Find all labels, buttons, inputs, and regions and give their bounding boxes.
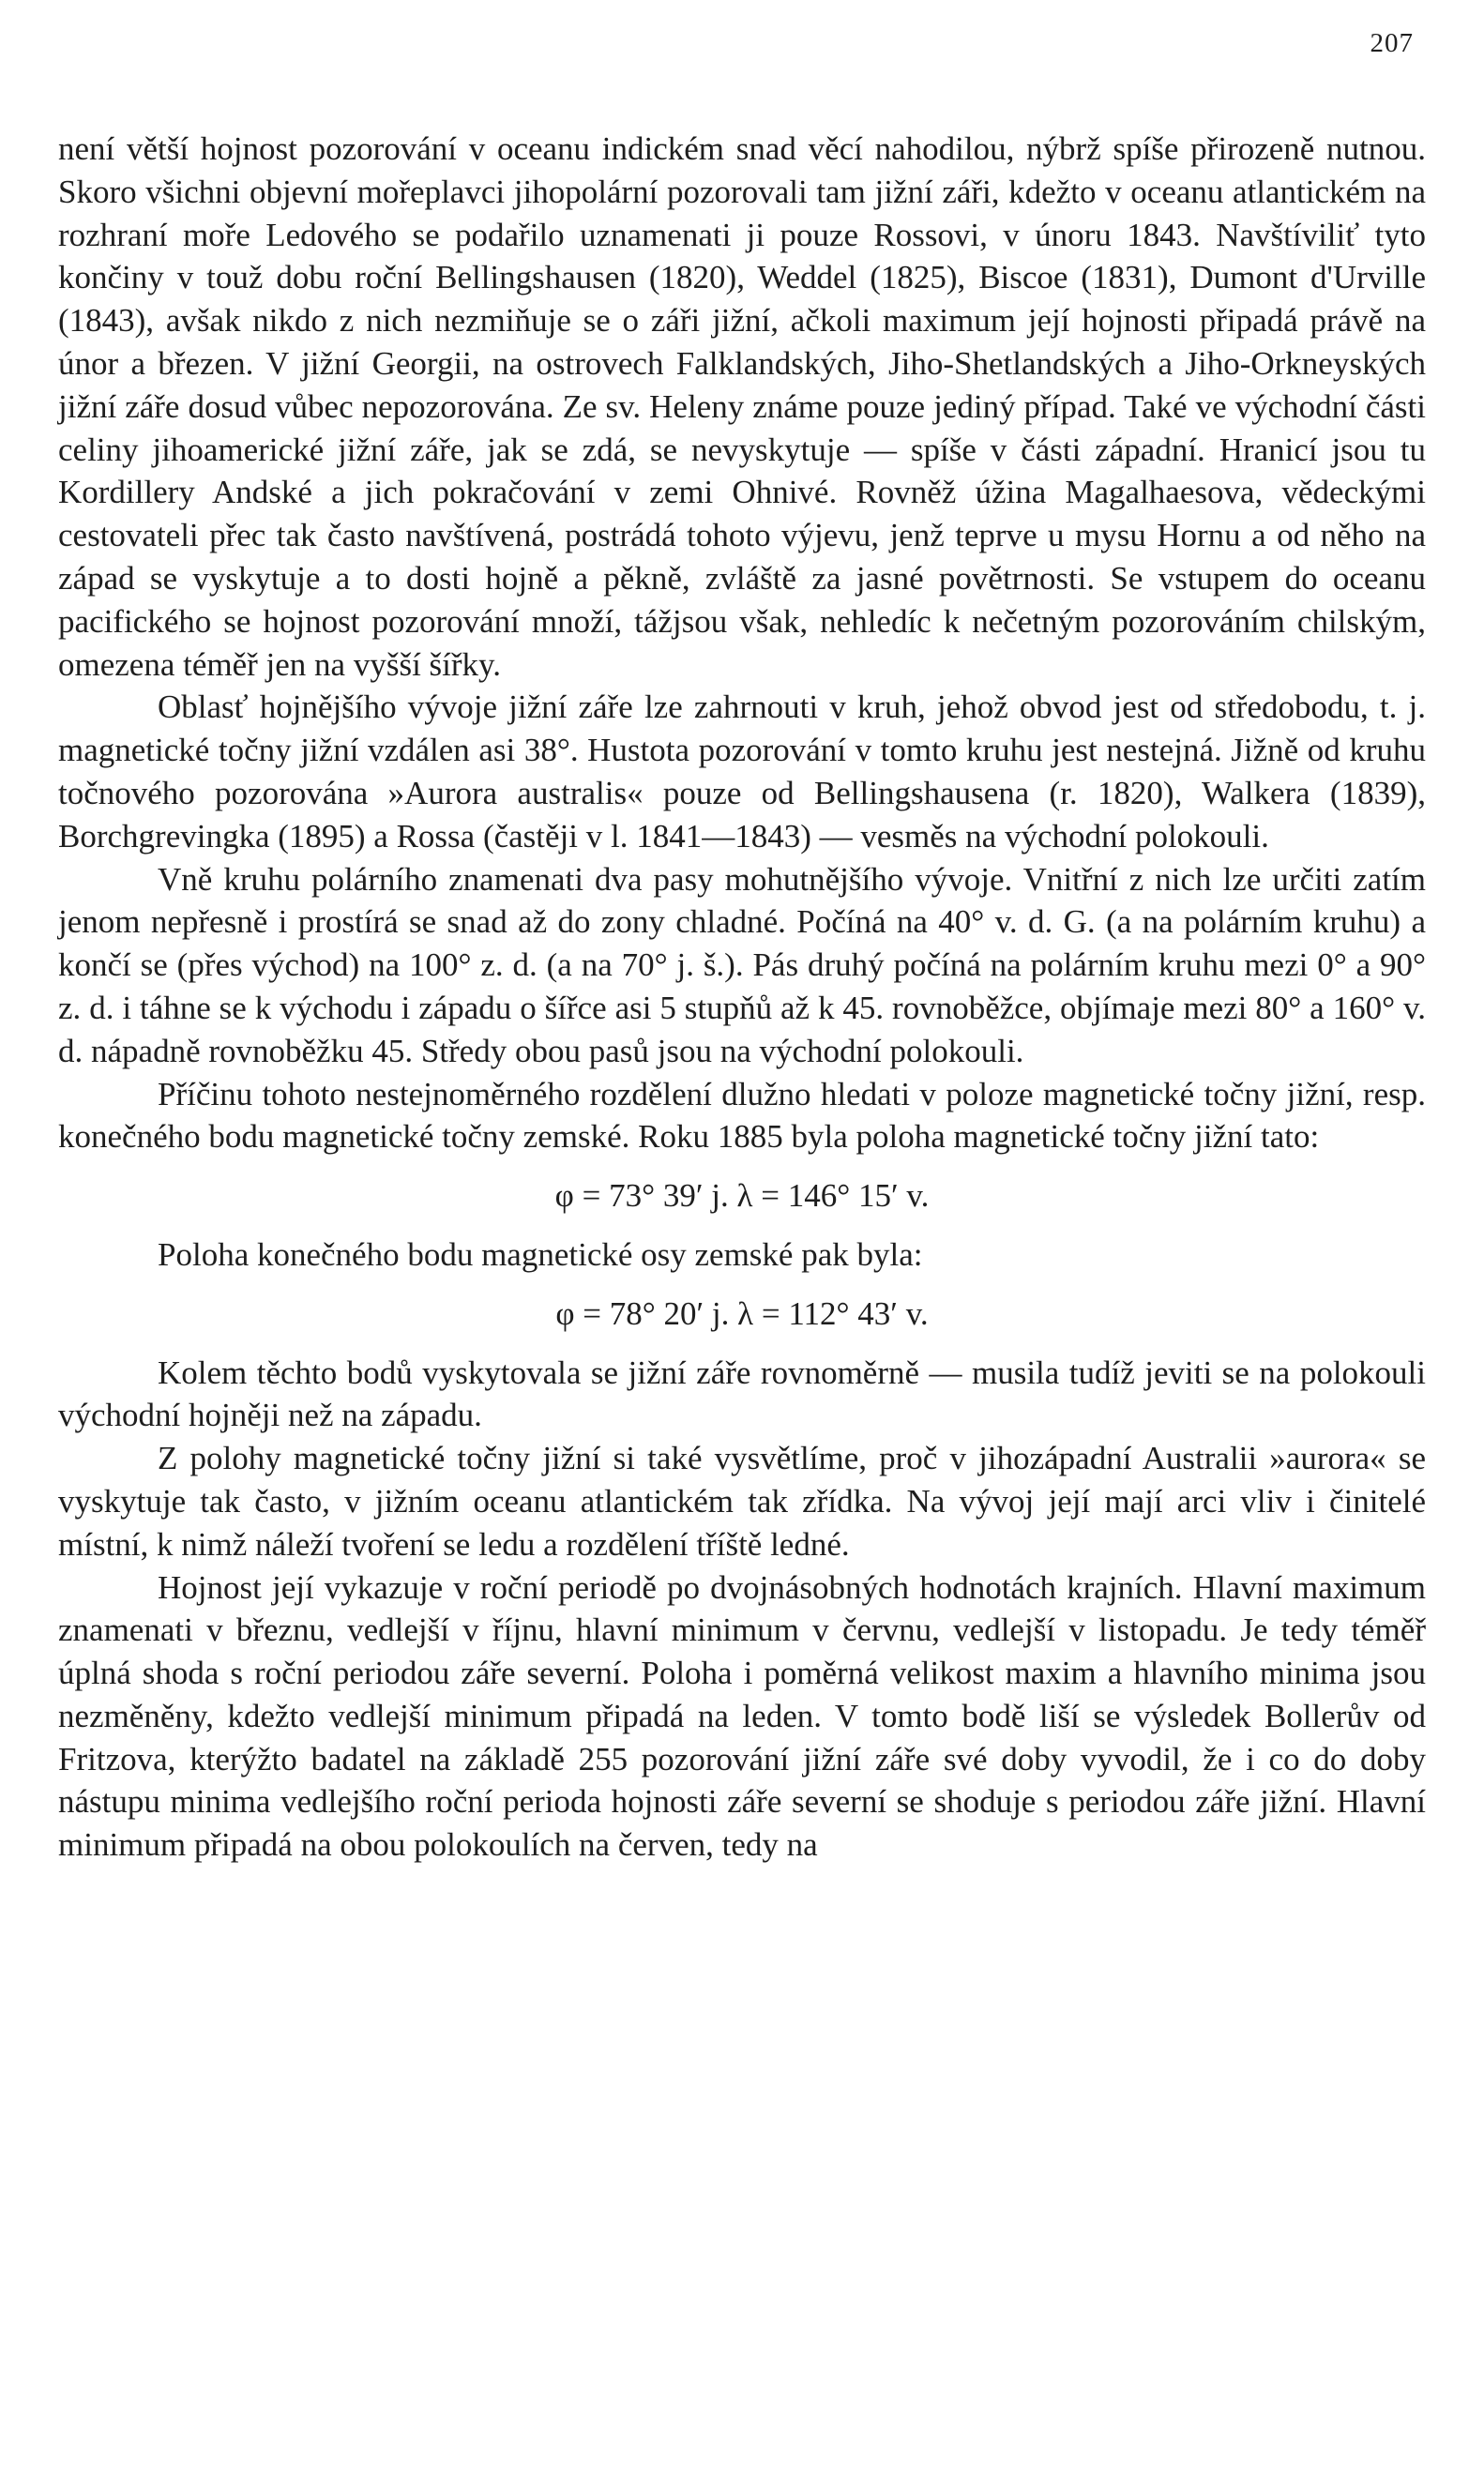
paragraph-axis-position: Poloha konečného bodu magnetické osy zemské pak byla: xyxy=(158,1235,923,1273)
paragraph-distribution: Kolem těchto bodů vyskytovala se jižní záře rovnoměrně — musila tudíž jeviti se na polokouli východní hojněji než na západu. xyxy=(58,1354,1426,1434)
paragraph-australia: Z polohy magnetické točny jižní si také vysvětlíme, proč v jihozápadní Australii »aurora« se vyskytuje tak často, v jižním oceanu atlantickém tak zřídka. Na vývoj její mají arci vliv i činitelé místní, k nimž náleží tvoření se ledu a rozdělení tříště ledné. xyxy=(58,1440,1426,1563)
formula-magnetic-axis: φ = 78° 20′ j. λ = 112° 43′ v. xyxy=(555,1294,929,1332)
formula-magnetic-pole: φ = 73° 39′ j. λ = 146° 15′ v. xyxy=(554,1177,930,1215)
page-body xyxy=(58,128,1426,1867)
page-number: 207 xyxy=(1370,28,1414,58)
paragraph-annual-period: Hojnost její vykazuje v roční periodě po dvojnásobných hodnotách krajních. Hlavní maximum znamenati v březnu, vedlejší v říjnu, hlavní minimum v červnu, vedlejší v listopadu. Je tedy téměř úplná shoda s roční periodou záře severní. Poloha i poměrná velikost maxim a hlavního minima jsou nezměněny, kdežto vedlejší minimum připadá na leden. V tomto bodě liší se výsledek Bollerův od Fritzova, kterýžto badatel na základě 255 pozorování jižní záře své doby vyvodil, že i co do doby nástupu minima vedlejšího roční perioda hojnosti záře severní se shoduje s periodou záře jižní. Hlavní minimum připadá na obou polokoulích na červen, tedy na xyxy=(58,1568,1426,1864)
paragraph-continuation: není větší hojnost pozorování v oceanu indickém snad věcí nahodilou, nýbrž spíše přirozeně nutnou. Skoro všichni objevní mořeplavci jihopolární pozorovali tam jižní záři, kdežto v oceanu atlantickém na rozhraní moře Ledového se podařilo uznamenati ji pouze Rossovi, v únoru 1843. Navštíviliť tyto končiny v touž dobu roční Bellingshausen (1820), Weddel (1825), Biscoe (1831), Dumont d'Urville (1843), avšak nikdo z nich nezmiňuje se o záři jižní, ačkoli maximum její hojnosti připadá právě na únor a březen. V jižní Georgii, na ostrovech Falklandských, Jiho-Shetlandských a Jiho-Orkneyských jižní záře dosud vůbec nepozorována. Ze sv. Heleny známe pouze jediný případ. Také ve východní části celiny jihoamerické jižní záře, jak se zdá, se nevyskytuje — spíše v části západní. Hranicí jsou tu Kordillery Andské a jich pokračování v zemi Ohnivé. Rovněž úžina Magalhaesova, vědeckými cestovateli přec tak často navštívená, postrádá tohoto výjevu, jenž teprve u mysu Hornu a od něho na západ se vyskytuje a to dosti hojně a pěkně, zvláště za jasné povětrnosti. Se vstupem do oceanu pacifického se hojnost pozorování množí, tážjsou však, nehledíc k nečetným pozorováním chilským, omezena téměř jen na vyšší šířky. xyxy=(58,130,1426,683)
paragraph-belts: Vně kruhu polárního znamenati dva pasy mohutnějšího vývoje. Vnitřní z nich lze určiti zatím jenom nepřesně i prostírá se snad až do zony chladné. Počíná na 40° v. d. G. (a na polárním kruhu) a končí se (přes východ) na 100° z. d. (a na 70° j. š.). Pás druhý počíná na polárním kruhu mezi 0° a 90° z. d. i táhne se k východu i západu o šířce asi 5 stupňů až k 45. rovnoběžce, objímaje mezi 80° a 160° v. d. nápadně rovnoběžku 45. Středy obou pasů jsou na východní polokouli. xyxy=(58,860,1426,1069)
paragraph-aurora-region: Oblasť hojnějšího vývoje jižní záře lze zahrnouti v kruh, jehož obvod jest od středobodu, t. j. magnetické točny jižní vzdálen asi 38°. Hustota pozorování v tomto kruhu jest nestejná. Jižně od kruhu točnového pozorována »Aurora australis« pouze od Bellingshausena (r. 1820), Walkera (1839), Borchgrevingka (1895) a Rossa (častěji v l. 1841—1843) — vesměs na východní polokouli. xyxy=(58,688,1426,855)
paragraph-cause: Příčinu tohoto nestejnoměrného rozdělení dlužno hledati v poloze magnetické točny jižní, resp. konečného bodu magnetické točny zemské. Roku 1885 byla poloha magnetické točny jižní tato: xyxy=(58,1075,1426,1156)
